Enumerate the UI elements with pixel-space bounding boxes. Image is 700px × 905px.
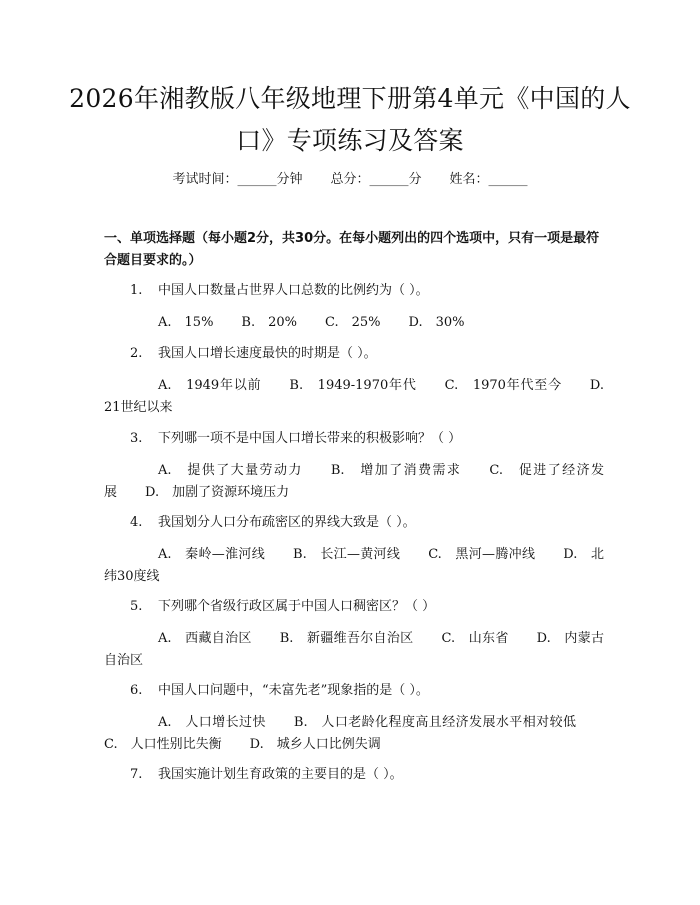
option-c: C. 黑河—腾冲线 — [428, 547, 536, 562]
option-a: A. 1949年以前 — [158, 378, 262, 393]
option-b: B. 1949-1970年代 — [289, 378, 417, 393]
question-text: 我国实施计划生育政策的主要目的是（ ）。 — [158, 767, 403, 782]
question-text: 下列哪一项不是中国人口增长带来的积极影响？（ ） — [158, 431, 462, 446]
exam-time: 考试时间：______分钟 — [172, 172, 303, 187]
option-b: B. 新疆维吾尔自治区 — [279, 631, 414, 646]
option-b: B. 20% — [241, 315, 298, 330]
question-text: 中国人口问题中，“未富先老”现象指的是（ ）。 — [158, 683, 429, 698]
question-6-options — [104, 712, 604, 756]
question-1 — [130, 280, 602, 302]
option-a: A. 西藏自治区 — [158, 631, 252, 646]
question-number: 6. — [130, 683, 143, 698]
exam-info — [0, 168, 700, 187]
question-2 — [130, 343, 602, 365]
option-c: C. 1970年代至今 — [444, 378, 562, 393]
option-a: A. 15% — [158, 315, 214, 330]
question-7 — [130, 764, 602, 786]
option-d: D. 30% — [408, 315, 465, 330]
question-number: 7. — [130, 767, 143, 782]
option-d: D. 城乡人口比例失调 — [249, 737, 381, 752]
question-4-options — [104, 544, 604, 588]
question-3-options — [104, 460, 604, 504]
option-b: B. 增加了消费需求 — [330, 463, 462, 478]
option-d: D. 21世纪以来 — [104, 378, 618, 415]
option-c: C. 促进了经济发展 — [104, 463, 604, 500]
question-1-options — [104, 312, 604, 334]
question-5-options — [104, 628, 604, 672]
option-b: B. 长江—黄河线 — [293, 547, 401, 562]
option-c: C. 山东省 — [441, 631, 509, 646]
option-a: A. 秦岭—淮河线 — [158, 547, 266, 562]
question-3 — [130, 428, 602, 450]
option-a: A. 人口增长过快 — [158, 715, 266, 730]
question-number: 1. — [130, 283, 143, 298]
question-number: 3. — [130, 431, 143, 446]
option-d: D. 北纬30度线 — [104, 547, 605, 584]
document-title: 2026年湘教版八年级地理下册第4单元《中国的人口》专项练习及答案 — [69, 84, 631, 155]
option-c: C. 25% — [325, 315, 381, 330]
option-d: D. 内蒙古自治区 — [104, 631, 605, 668]
option-a: A. 提供了大量劳动力 — [158, 463, 303, 478]
option-d: D. 加剧了资源环境压力 — [145, 485, 290, 500]
question-number: 2. — [130, 346, 143, 361]
question-2-options — [104, 375, 618, 419]
question-text: 我国人口增长速度最快的时期是（ ）。 — [158, 346, 377, 361]
section-heading: 一、单项选择题（每小题2分，共30分。在每小题列出的四个选项中，只有一项是最符合题目要求的。） — [104, 231, 600, 268]
exam-name: 姓名：______ — [449, 172, 528, 187]
question-text: 我国划分人口分布疏密区的界线大致是（ ）。 — [158, 515, 416, 530]
question-5 — [130, 596, 602, 618]
option-b: B. 人口老龄化程度高且经济发展水平相对较低 — [293, 715, 576, 730]
question-4 — [130, 512, 602, 534]
question-number: 5. — [130, 599, 143, 614]
question-text: 下列哪个省级行政区属于中国人口稠密区？（ ） — [158, 599, 436, 614]
question-number: 4. — [130, 515, 143, 530]
exam-score: 总分：______分 — [330, 172, 422, 187]
option-c: C. 人口性别比失衡 — [104, 737, 222, 752]
question-text: 中国人口数量占世界人口总数的比例约为（ ）。 — [158, 283, 429, 298]
question-6 — [130, 680, 602, 702]
